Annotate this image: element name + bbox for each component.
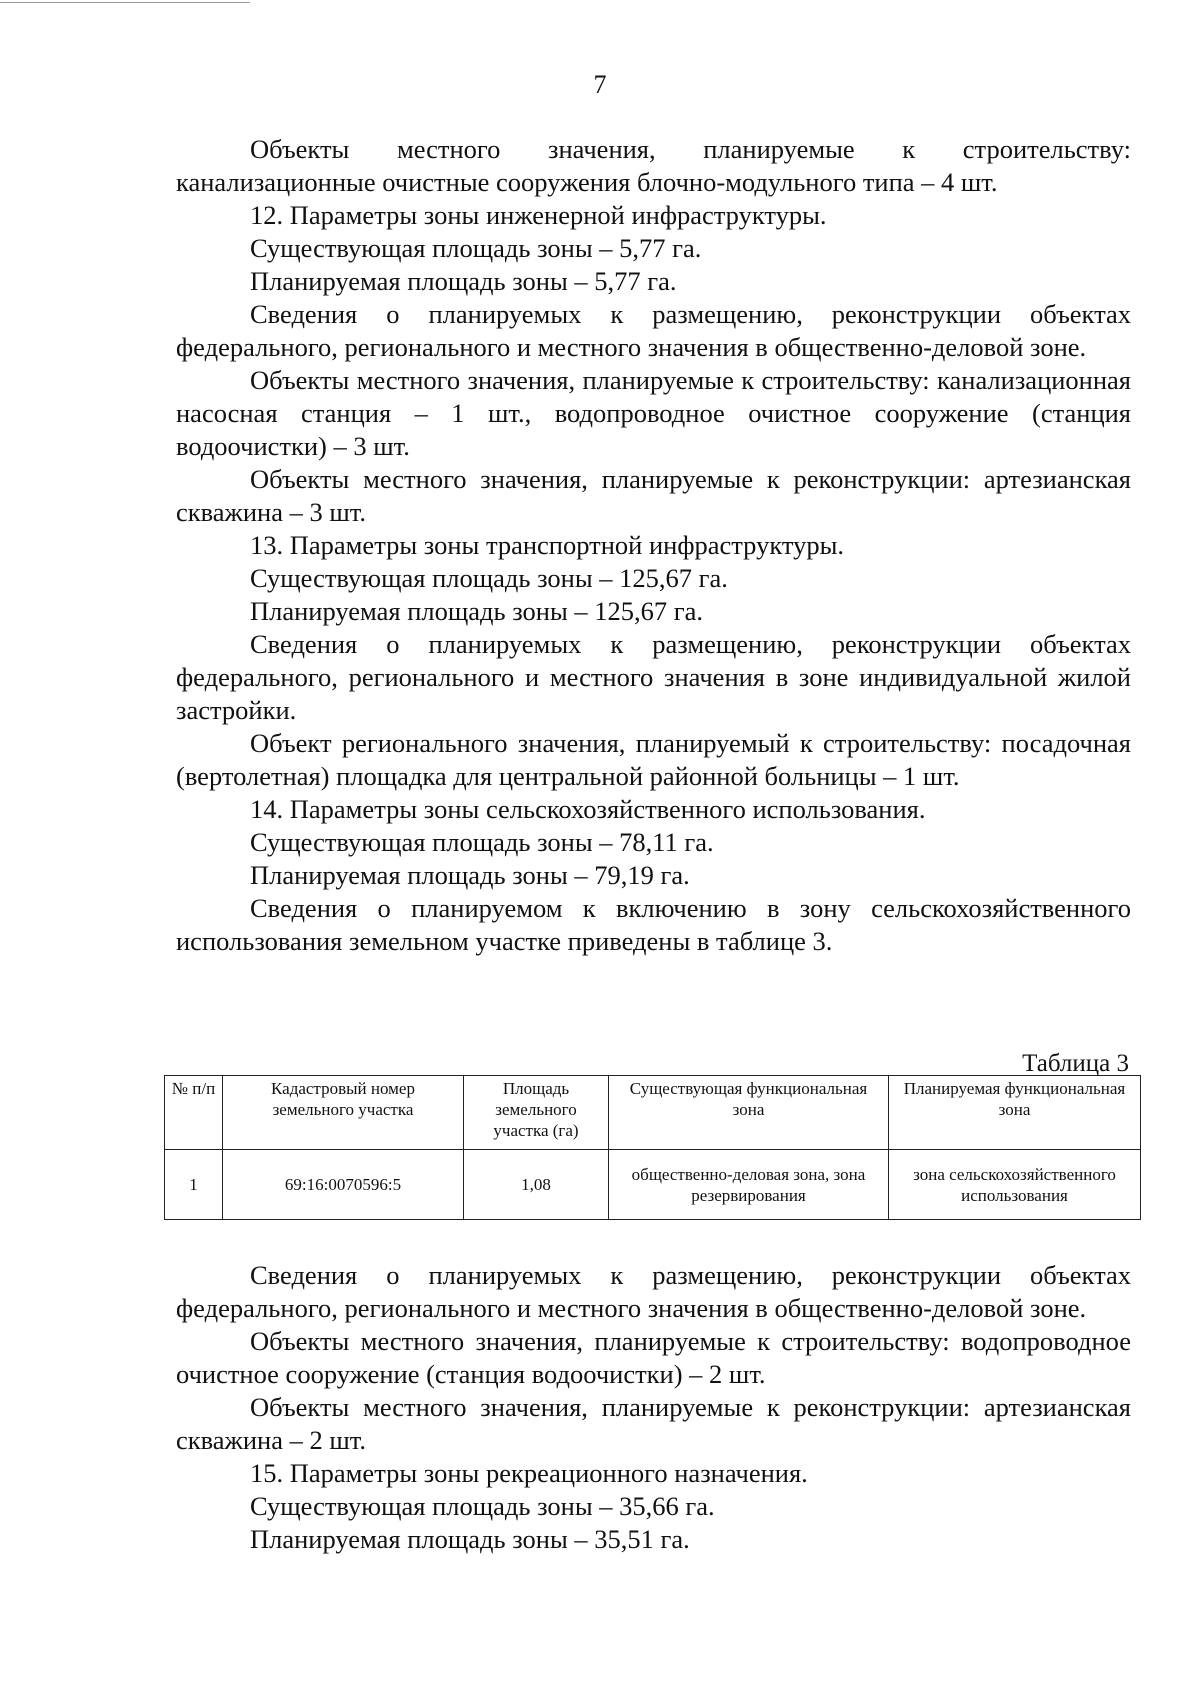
- paragraph-info-public-zone-2: Сведения о планируемых к размещению, реконструкции объектах федерального, регионального и местного значения в общественно-деловой зоне.: [176, 1260, 1131, 1323]
- paragraph-objects-reconstruction-12: Объекты местного значения, планируемые к реконструкции: артезианская скважина – 3 шт.: [176, 464, 1131, 527]
- page-number: 7: [593, 70, 607, 99]
- existing-area-15: Существующая площадь зоны – 35,66 га.: [250, 1491, 715, 1521]
- paragraph-objects-construction-12: Объекты местного значения, планируемые к строительству: канализационная насосная станция – 1 шт., водопроводное очистное сооружение (станция водоочистки) – 3 шт.: [176, 365, 1131, 461]
- land-plot-table: [164, 1075, 1141, 1220]
- body-text-before-table: [176, 133, 1131, 958]
- paragraph-objects-reconstruction-14: Объекты местного значения, планируемые к реконструкции: артезианская скважина – 2 шт.: [176, 1392, 1131, 1455]
- existing-area-12: Существующая площадь зоны – 5,77 га.: [250, 233, 702, 263]
- section-15-heading: 15. Параметры зоны рекреационного назначения.: [250, 1458, 808, 1488]
- cell-number: 1: [165, 1150, 223, 1220]
- cell-planned-zone: зона сельскохозяйственного использования: [889, 1150, 1141, 1220]
- table-caption: Таблица 3: [1022, 1050, 1129, 1077]
- header-number: № п/п: [165, 1076, 223, 1150]
- paragraph-table-reference: Сведения о планируемом к включению в зону сельскохозяйственного использования земельном участке приведены в таблице 3.: [176, 893, 1131, 956]
- planned-area-13: Планируемая площадь зоны – 125,67 га.: [250, 596, 704, 626]
- planned-area-14: Планируемая площадь зоны – 79,19 га.: [250, 860, 690, 890]
- section-12-heading: 12. Параметры зоны инженерной инфраструктуры.: [250, 200, 827, 230]
- table-header-row: [165, 1076, 1141, 1150]
- existing-area-13: Существующая площадь зоны – 125,67 га.: [250, 563, 728, 593]
- header-cadastral-number: Кадастровый номер земельного участка: [223, 1076, 464, 1150]
- paragraph-info-public-zone: Сведения о планируемых к размещению, реконструкции объектах федерального, регионального и местного значения в общественно-деловой зоне.: [176, 299, 1131, 362]
- paragraph-objects-construction-14: Объекты местного значения, планируемые к строительству: водопроводное очистное сооружение (станция водоочистки) – 2 шт.: [176, 1326, 1131, 1389]
- section-14-heading: 14. Параметры зоны сельскохозяйственного использования.: [250, 794, 926, 824]
- body-text-after-table: [176, 1259, 1131, 1556]
- header-area: Площадь земельного участка (га): [464, 1076, 609, 1150]
- top-edge-rule: [0, 2, 250, 3]
- header-existing-zone: Существующая функциональная зона: [609, 1076, 889, 1150]
- paragraph-info-residential-zone: Сведения о планируемых к размещению, реконструкции объектах федерального, регионального и местного значения в зоне индивидуальной жилой застройки.: [176, 629, 1131, 725]
- existing-area-14: Существующая площадь зоны – 78,11 га.: [250, 827, 714, 857]
- paragraph-objects-construction: Объекты местного значения, планируемые к строительству: канализационные очистные сооружения блочно-модульного типа – 4 шт.: [176, 134, 1131, 197]
- planned-area-15: Планируемая площадь зоны – 35,51 га.: [250, 1524, 690, 1554]
- planned-area-12: Планируемая площадь зоны – 5,77 га.: [250, 266, 677, 296]
- cell-area: 1,08: [464, 1150, 609, 1220]
- section-13-heading: 13. Параметры зоны транспортной инфраструктуры.: [250, 530, 845, 560]
- table-row: [165, 1150, 1141, 1220]
- header-planned-zone: Планируемая функциональная зона: [889, 1076, 1141, 1150]
- paragraph-regional-object: Объект регионального значения, планируемый к строительству: посадочная (вертолетная) площадка для центральной районной больницы – 1 шт.: [176, 728, 1131, 791]
- cell-cadastral-number: 69:16:0070596:5: [223, 1150, 464, 1220]
- cell-existing-zone: общественно-деловая зона, зона резервирования: [609, 1150, 889, 1220]
